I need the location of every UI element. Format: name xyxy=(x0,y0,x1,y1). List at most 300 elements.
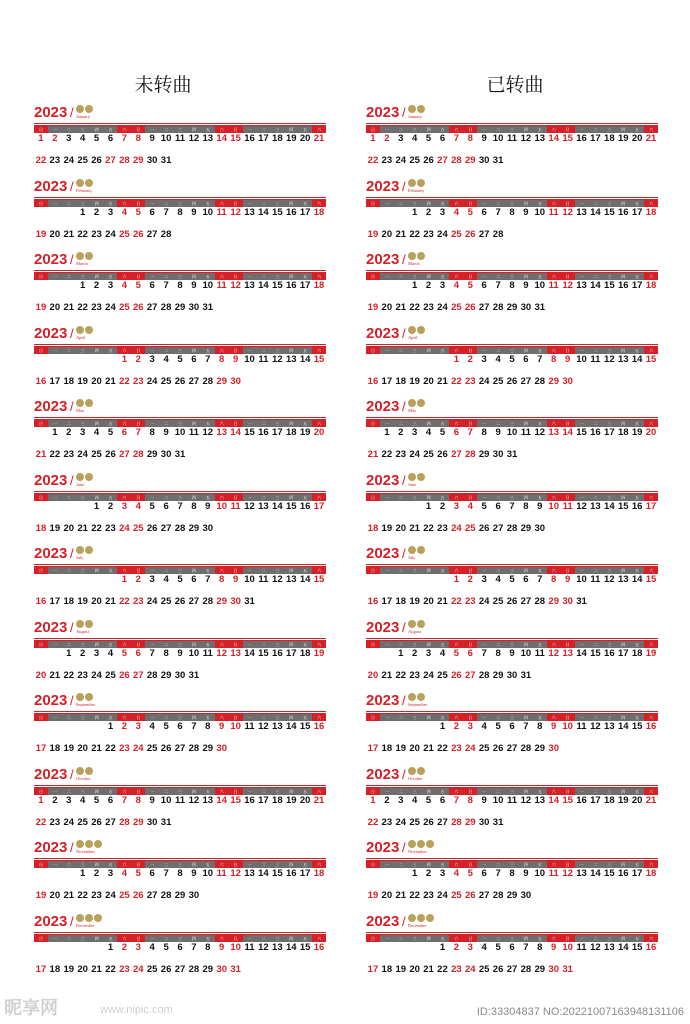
day-cell xyxy=(159,964,173,984)
weekday-cell: 六 xyxy=(449,714,463,721)
day-cell xyxy=(561,501,575,521)
day-number: 20 xyxy=(49,228,61,240)
day-cell xyxy=(62,133,76,153)
day-cell xyxy=(145,817,159,837)
weekday-cell: 二 xyxy=(491,861,505,868)
day-cell xyxy=(519,354,533,374)
day-cell xyxy=(366,133,380,153)
lunar-label xyxy=(519,534,533,538)
lunar-label xyxy=(34,534,48,538)
day-cell xyxy=(630,207,644,227)
weekday-cell: 一 xyxy=(243,273,257,280)
day-cell xyxy=(380,229,394,249)
weekday-cell: 四 xyxy=(90,347,104,354)
lunar-label xyxy=(229,218,243,222)
day-number: 11 xyxy=(520,427,531,438)
day-number: 14 xyxy=(631,353,643,365)
lunar-label xyxy=(380,975,394,979)
lunar-label xyxy=(173,732,187,736)
day-number: 29 xyxy=(202,743,214,754)
day-cell xyxy=(298,942,312,962)
day-number: 15 xyxy=(230,133,241,144)
day-number: 14 xyxy=(590,206,601,218)
day-cell xyxy=(187,302,201,322)
day-cell xyxy=(491,817,505,837)
lunar-label xyxy=(145,365,159,369)
weekday-cell: 一 xyxy=(145,788,159,795)
weekday-cell: 二 xyxy=(491,935,505,942)
day-cell xyxy=(505,648,519,668)
weekday-cell: 三 xyxy=(602,420,616,427)
day-cell xyxy=(145,596,159,616)
day-cell xyxy=(117,523,131,543)
day-cell xyxy=(519,795,533,815)
day-cell xyxy=(380,523,394,543)
weekday-cell: 一 xyxy=(243,494,257,501)
day-cell xyxy=(62,743,76,763)
lunar-label xyxy=(463,659,477,663)
day-cell xyxy=(312,868,326,888)
month-year: 2023 xyxy=(34,765,68,783)
day-cell xyxy=(394,523,408,543)
year-slash: / xyxy=(70,399,74,414)
day-number: 18 xyxy=(381,743,393,754)
lunar-label xyxy=(187,291,201,295)
lunar-label xyxy=(201,659,215,663)
day-cell xyxy=(284,133,298,153)
weekday-cell: 一 xyxy=(48,494,62,501)
weekday-cell: 四 xyxy=(187,347,201,354)
weekday-cell: 五 xyxy=(104,126,118,133)
day-number: 27 xyxy=(146,302,158,313)
day-cell xyxy=(270,501,284,521)
lunar-label xyxy=(256,953,270,957)
lunar-label xyxy=(117,313,131,317)
days-grid xyxy=(34,942,326,984)
day-cell xyxy=(298,280,312,300)
weekday-cell: 四 xyxy=(187,788,201,795)
lunar-label xyxy=(616,438,630,442)
day-cell xyxy=(270,942,284,962)
day-cell xyxy=(145,795,159,815)
day-number: 20 xyxy=(35,669,47,681)
day-cell xyxy=(173,449,187,469)
empty-cell xyxy=(76,721,90,741)
red-rule xyxy=(366,344,658,345)
weekday-cell: 三 xyxy=(173,200,187,207)
weekday-cell: 一 xyxy=(477,494,491,501)
lunar-label xyxy=(380,607,394,611)
days-grid xyxy=(366,868,658,910)
day-cell xyxy=(422,229,436,249)
weekday-cell: 六 xyxy=(215,935,229,942)
month-english-name: December xyxy=(408,922,427,928)
day-cell xyxy=(284,721,298,741)
weekday-header xyxy=(34,347,326,354)
day-cell xyxy=(48,427,62,447)
lunar-label xyxy=(477,534,491,538)
day-cell xyxy=(201,376,215,396)
lunar-label xyxy=(630,144,644,148)
lunar-label xyxy=(602,879,616,883)
day-cell xyxy=(588,721,602,741)
lunar-label xyxy=(215,585,229,589)
day-cell xyxy=(90,155,104,175)
day-number: 11 xyxy=(216,206,227,218)
day-number: 21 xyxy=(63,890,75,901)
day-number: 30 xyxy=(534,522,546,534)
lunar-label xyxy=(284,365,298,369)
day-number: 30 xyxy=(230,375,241,387)
day-number: 2 xyxy=(135,574,141,585)
month-english-name: March xyxy=(76,261,88,266)
day-cell xyxy=(533,302,547,322)
lunar-label xyxy=(173,512,187,516)
day-cell xyxy=(48,890,62,910)
empty-cell xyxy=(366,868,380,888)
weekday-cell: 六 xyxy=(449,935,463,942)
day-number: 29 xyxy=(202,963,214,975)
day-cell xyxy=(519,942,533,962)
day-cell xyxy=(159,868,173,888)
weekday-cell: 二 xyxy=(589,641,603,648)
day-cell xyxy=(491,229,505,249)
weekday-cell: 日 xyxy=(131,714,145,721)
lunar-label xyxy=(477,313,491,317)
day-cell xyxy=(104,207,118,227)
day-cell xyxy=(630,868,644,888)
day-number: 31 xyxy=(562,963,573,975)
day-cell xyxy=(284,648,298,668)
red-rule xyxy=(34,270,326,271)
month-english-name: July xyxy=(408,555,416,560)
day-number: 8 xyxy=(509,280,515,291)
lunar-label xyxy=(229,585,243,589)
day-number: 19 xyxy=(617,133,629,144)
day-cell xyxy=(561,427,575,447)
day-number: 26 xyxy=(91,816,102,828)
day-number: 8 xyxy=(135,133,141,144)
weekday-cell: 二 xyxy=(62,200,76,207)
lunar-label xyxy=(270,438,284,442)
day-cell xyxy=(131,427,145,447)
weekday-cell: 日 xyxy=(561,714,575,721)
day-cell xyxy=(561,942,575,962)
month-english-name: April xyxy=(76,334,86,340)
day-number: 18 xyxy=(272,794,283,806)
day-cell xyxy=(173,648,187,668)
day-number: 19 xyxy=(77,596,88,607)
day-cell xyxy=(117,670,131,690)
day-cell xyxy=(201,280,215,300)
day-number: 7 xyxy=(205,353,211,365)
lunar-label xyxy=(436,953,450,957)
lunar-label xyxy=(449,659,463,663)
day-number: 4 xyxy=(121,280,128,291)
weekday-cell: 四 xyxy=(422,714,436,721)
day-cell xyxy=(173,376,187,396)
day-cell xyxy=(533,795,547,815)
day-cell xyxy=(602,942,616,962)
month-badge-icon xyxy=(76,473,93,482)
day-number: 3 xyxy=(481,353,487,365)
day-cell xyxy=(533,942,547,962)
day-number: 22 xyxy=(105,743,116,754)
day-number: 6 xyxy=(481,280,487,291)
weekday-cell: 五 xyxy=(298,126,312,133)
day-cell xyxy=(380,449,394,469)
day-cell xyxy=(616,868,630,888)
weekday-cell: 六 xyxy=(312,641,326,648)
lunar-label xyxy=(491,512,505,516)
lunar-label xyxy=(256,438,270,442)
day-number: 20 xyxy=(409,743,420,754)
weekday-cell: 日 xyxy=(34,420,48,427)
lunar-label xyxy=(561,806,575,810)
lunar-label xyxy=(298,879,312,883)
month-block xyxy=(366,472,658,532)
lunar-label xyxy=(616,144,630,148)
day-number: 21 xyxy=(395,302,407,313)
day-cell xyxy=(270,795,284,815)
day-number: 19 xyxy=(35,228,47,240)
lunar-label xyxy=(380,901,394,905)
lunar-label xyxy=(380,144,394,148)
day-number: 4 xyxy=(93,427,100,438)
day-number: 17 xyxy=(285,647,297,659)
lunar-label xyxy=(90,607,104,611)
day-number: 29 xyxy=(520,522,532,534)
day-number: 11 xyxy=(576,941,587,953)
day-number: 16 xyxy=(35,375,47,387)
day-number: 3 xyxy=(107,280,114,291)
weekday-cell: 二 xyxy=(257,126,271,133)
empty-cell xyxy=(380,501,394,521)
day-number: 2 xyxy=(453,721,460,732)
day-cell xyxy=(449,302,463,322)
lunar-label xyxy=(298,438,312,442)
day-cell xyxy=(505,207,519,227)
day-number: 17 xyxy=(367,743,379,754)
lunar-label xyxy=(312,438,326,442)
weekday-cell: 三 xyxy=(602,273,616,280)
weekday-cell: 四 xyxy=(616,494,630,501)
lunar-label xyxy=(117,901,131,905)
lunar-label xyxy=(394,313,408,317)
weekday-cell: 日 xyxy=(131,788,145,795)
weekday-cell: 四 xyxy=(422,935,436,942)
day-cell xyxy=(117,376,131,396)
weekday-cell: 六 xyxy=(547,861,561,868)
lunar-label xyxy=(173,754,187,758)
day-cell xyxy=(104,596,118,616)
lunar-label xyxy=(48,240,62,244)
lunar-label xyxy=(173,901,187,905)
weekday-cell: 五 xyxy=(533,126,547,133)
weekday-cell: 六 xyxy=(547,935,561,942)
weekday-cell: 日 xyxy=(34,788,48,795)
weekday-cell: 三 xyxy=(505,126,519,133)
day-number: 15 xyxy=(604,280,615,291)
lunar-label xyxy=(463,879,477,883)
weekday-cell: 四 xyxy=(519,567,533,574)
lunar-label xyxy=(90,460,104,464)
weekday-cell: 三 xyxy=(602,861,616,868)
day-cell xyxy=(145,743,159,763)
red-rule xyxy=(366,564,658,565)
day-number: 11 xyxy=(258,353,269,365)
day-number: 20 xyxy=(423,375,434,387)
day-number: 27 xyxy=(437,816,448,828)
day-number: 8 xyxy=(537,941,543,953)
day-number: 13 xyxy=(604,721,615,732)
day-cell xyxy=(117,795,131,815)
day-number: 19 xyxy=(395,963,407,975)
day-number: 3 xyxy=(149,353,155,365)
day-number: 25 xyxy=(437,669,448,681)
weekday-cell: 二 xyxy=(62,273,76,280)
day-cell xyxy=(449,280,463,300)
day-number: 7 xyxy=(467,427,473,438)
day-number: 22 xyxy=(105,963,116,975)
day-cell xyxy=(76,376,90,396)
day-cell xyxy=(436,596,450,616)
day-cell xyxy=(256,574,270,594)
lunar-label xyxy=(117,975,131,979)
red-rule xyxy=(366,785,658,786)
day-number: 30 xyxy=(548,963,559,975)
day-number: 6 xyxy=(453,427,460,438)
day-number: 7 xyxy=(495,206,501,218)
day-number: 29 xyxy=(146,449,158,460)
lunar-label xyxy=(34,387,48,391)
weekday-header xyxy=(34,273,326,280)
lunar-label xyxy=(201,607,215,611)
day-number: 19 xyxy=(395,743,407,754)
lunar-label xyxy=(533,806,547,810)
day-number: 22 xyxy=(367,155,379,166)
day-number: 30 xyxy=(492,449,504,460)
day-number: 9 xyxy=(495,427,501,438)
day-cell xyxy=(312,280,326,300)
day-number: 5 xyxy=(509,574,515,585)
red-rule xyxy=(34,417,326,418)
weekday-cell: 一 xyxy=(48,935,62,942)
lunar-label xyxy=(215,144,229,148)
month-english-name: March xyxy=(408,261,420,266)
weekday-cell: 二 xyxy=(394,273,408,280)
day-cell xyxy=(366,449,380,469)
day-cell xyxy=(519,890,533,910)
lunar-label xyxy=(366,144,380,148)
lunar-label xyxy=(201,365,215,369)
lunar-label xyxy=(131,512,145,516)
lunar-label xyxy=(575,953,589,957)
day-cell xyxy=(62,155,76,175)
weekday-cell: 一 xyxy=(48,567,62,574)
lunar-label xyxy=(187,607,201,611)
day-number: 24 xyxy=(423,669,434,681)
day-cell xyxy=(145,354,159,374)
weekday-cell: 五 xyxy=(201,420,215,427)
day-number: 7 xyxy=(523,721,529,732)
day-cell xyxy=(159,376,173,396)
day-cell xyxy=(463,302,477,322)
day-cell xyxy=(547,376,561,396)
weekday-cell: 三 xyxy=(173,788,187,795)
lunar-label xyxy=(575,512,589,516)
day-number: 12 xyxy=(258,941,269,953)
weekday-cell: 六 xyxy=(312,714,326,721)
day-number: 9 xyxy=(564,574,571,585)
lunar-label xyxy=(547,365,561,369)
day-cell xyxy=(491,670,505,690)
weekday-cell: 四 xyxy=(90,935,104,942)
day-cell xyxy=(62,427,76,447)
year-slash: / xyxy=(70,472,74,488)
day-number: 27 xyxy=(506,963,518,975)
day-cell xyxy=(380,376,394,396)
weekday-cell: 五 xyxy=(630,641,644,648)
day-cell xyxy=(90,648,104,668)
weekday-cell: 五 xyxy=(201,347,215,354)
lunar-label xyxy=(533,512,547,516)
day-number: 16 xyxy=(244,794,255,806)
lunar-label xyxy=(215,218,229,222)
weekday-cell: 六 xyxy=(117,935,131,942)
weekday-cell: 一 xyxy=(477,935,491,942)
lunar-label xyxy=(76,291,90,295)
lunar-label xyxy=(575,659,589,663)
day-cell xyxy=(533,207,547,227)
empty-cell xyxy=(62,574,76,594)
day-number: 24 xyxy=(77,449,88,460)
lunar-label xyxy=(131,732,145,736)
day-number: 7 xyxy=(149,647,155,659)
month-badge-icon xyxy=(408,105,425,114)
lunar-label xyxy=(422,681,436,685)
day-cell xyxy=(76,648,90,668)
day-cell xyxy=(533,501,547,521)
day-cell xyxy=(173,280,187,300)
day-number: 29 xyxy=(506,302,518,313)
weekday-cell: 四 xyxy=(90,641,104,648)
day-cell xyxy=(422,868,436,888)
day-number: 26 xyxy=(464,890,476,901)
lunar-label xyxy=(366,754,380,758)
lunar-label xyxy=(408,291,422,295)
weekday-cell: 一 xyxy=(243,935,257,942)
day-number: 3 xyxy=(481,574,487,585)
day-number: 25 xyxy=(451,302,462,313)
day-cell xyxy=(547,207,561,227)
day-cell xyxy=(131,354,145,374)
day-number: 24 xyxy=(63,816,75,828)
weekday-cell: 二 xyxy=(394,861,408,868)
weekday-cell: 三 xyxy=(505,420,519,427)
day-number: 11 xyxy=(590,574,601,585)
day-cell xyxy=(491,207,505,227)
lunar-label xyxy=(630,732,644,736)
day-cell xyxy=(519,207,533,227)
day-number: 12 xyxy=(230,206,241,218)
day-number: 1 xyxy=(121,353,128,365)
day-cell xyxy=(477,133,491,153)
lunar-label xyxy=(477,512,491,516)
day-cell xyxy=(90,449,104,469)
day-cell xyxy=(117,133,131,153)
day-cell xyxy=(463,670,477,690)
